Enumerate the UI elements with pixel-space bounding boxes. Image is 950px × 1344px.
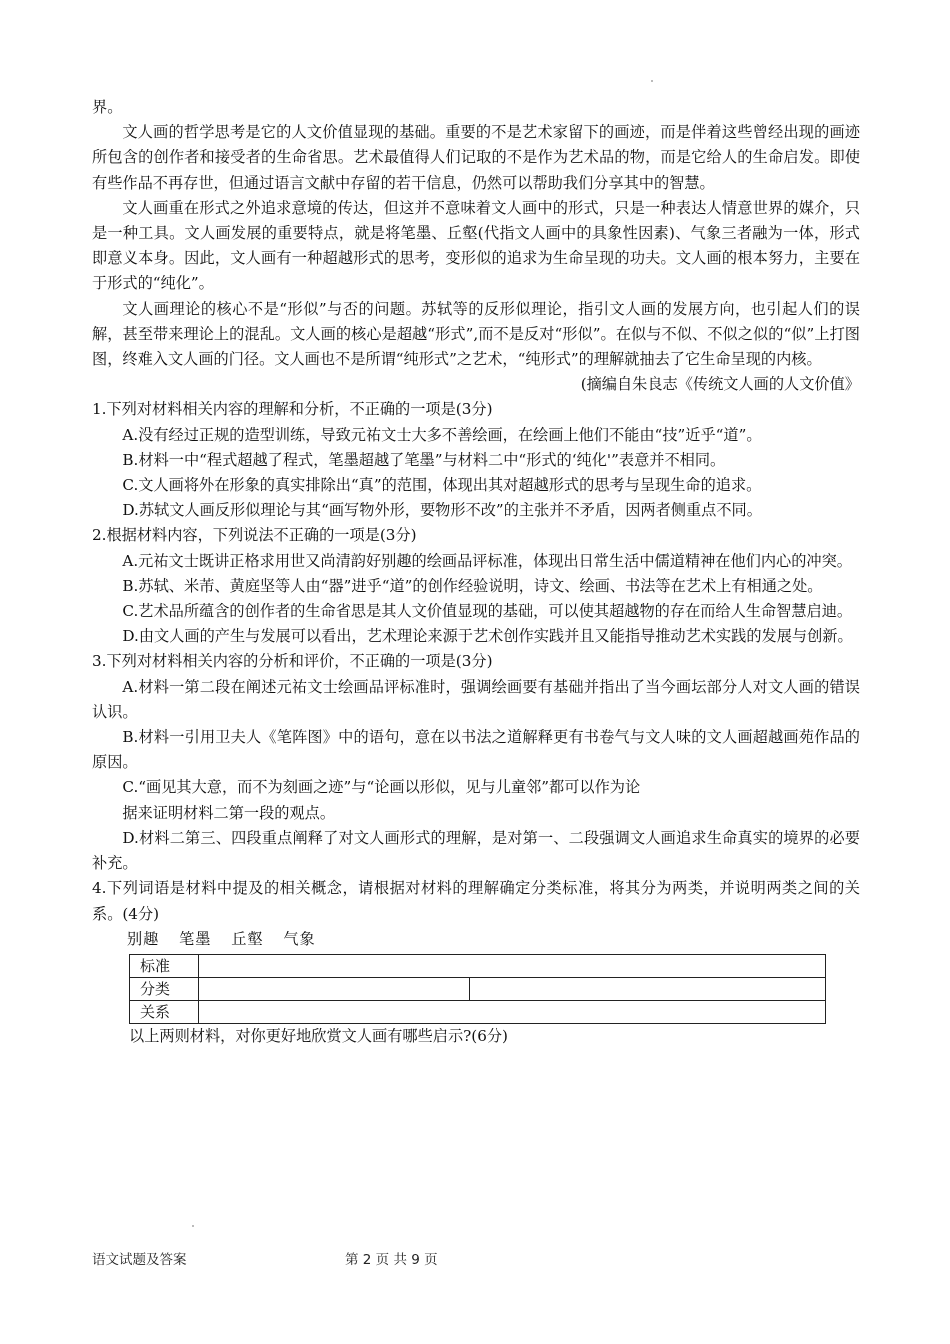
page-number: 第 2 页 共 9 页 (345, 1252, 438, 1268)
option-a: A.材料一第二段在阐述元祐文士绘画品评标准时，强调绘画要有基础并指出了当今画坛部分人对文人画的错误认识。 (92, 677, 860, 721)
option-d: D.苏轼文人画反形似理论与其“画写物外形，要物形不改”的主张并不矛盾，因两者侧重点不同。 (122, 501, 762, 520)
question-stem: 以上两则材料，对你更好地欣赏文人画有哪些启示?(6分) (129, 1026, 508, 1045)
question-stem: 2.根据材料内容，下列说法不正确的一项是(3分) (92, 526, 417, 545)
row-label-category: 分类 (130, 977, 199, 1000)
term: 气象 (283, 929, 316, 948)
answer-cell[interactable] (199, 977, 470, 1000)
option-a: A.元祐文士既讲正格求用世又尚清韵好别趣的绘画品评标准，体现出日常生活中儒道精神在他们内心的冲突。 (122, 551, 852, 570)
option-b: B.材料一中“程式超越了程式，笔墨超越了笔墨”与材料二中“形式的‘纯化'”表意并不相同。 (122, 450, 726, 469)
table-row (130, 954, 826, 977)
source-citation: (摘编自朱良志《传统文人画的人文价值》 (580, 375, 860, 394)
term-list (92, 927, 860, 952)
option-d: D.由文人画的产生与发展可以看出，艺术理论来源于艺术创作实践并且又能指导推动艺术实践的发展与创新。 (122, 627, 853, 646)
term: 别趣 (126, 929, 160, 948)
paragraph: 文人画重在形式之外追求意境的传达，但这并不意味着文人画中的形式，只是一种表达人情意世界的媒介，只是一种工具。文人画发展的重要特点，就是将笔墨、丘壑(代指文人画中的具象性因素)、气象三者融为一体，形式即意义本身。因此，文人画有一种超越形式的思考，变形似的追求为生命呈现的功夫。文人画的根本努力，主要在于形式的“纯化”。 (92, 198, 860, 293)
option-c-line2: 据来证明材料二第一段的观点。 (122, 803, 336, 822)
question-4 (92, 876, 860, 1024)
table-row (130, 977, 826, 1000)
footer-title: 语文试题及答案 (92, 1252, 187, 1268)
term: 丘壑 (231, 929, 264, 948)
option-b: B.材料一引用卫夫人《笔阵图》中的语句，意在以书法之道解释更有书卷气与文人味的文人画超越画苑作品的原因。 (92, 728, 860, 772)
question-stem: 4.下列词语是材料中提及的相关概念，请根据对材料的理解确定分类标准，将其分为两类，并说明两类之间的关系。(4分) (92, 879, 860, 923)
option-c-line1: C.“画见其大意，而不为刻画之迹”与“论画以形似，见与儿童邻”都可以作为论 (122, 778, 641, 797)
option-c: C.文人画将外在形象的真实排除出“真”的范围，体现出其对超越形式的思考与呈现生命的追求。 (122, 476, 762, 495)
row-label-relation: 关系 (130, 1000, 199, 1023)
scan-dot (192, 1225, 194, 1227)
option-b: B.苏轼、米芾、黄庭坚等人由“器”进乎“道”的创作经验说明，诗文、绘画、书法等在艺术上有相通之处。 (122, 576, 823, 595)
question-3 (92, 649, 860, 876)
scan-dot (651, 80, 653, 82)
classification-table (129, 954, 826, 1024)
option-a: A.没有经过正规的造型训练，导致元祐文士大多不善绘画，在绘画上他们不能由“技”近乎“道”。 (122, 425, 762, 444)
paragraph-fragment: 界。 (92, 98, 123, 116)
document-body (92, 95, 860, 1049)
option-d: D.材料二第三、四段重点阐释了对文人画形式的理解，是对第一、二段强调文人画追求生命真实的境界的必要补充。 (92, 828, 860, 873)
answer-cell[interactable] (199, 1000, 826, 1023)
row-label-standard: 标准 (130, 954, 199, 977)
table-row (130, 1000, 826, 1023)
answer-cell[interactable] (470, 977, 826, 1000)
term: 笔墨 (179, 929, 212, 948)
question-2 (92, 523, 860, 649)
option-c: C.艺术品所蕴含的创作者的生命省思是其人文价值显现的基础，可以使其超越物的存在而给人生命智慧启迪。 (122, 602, 853, 621)
answer-cell[interactable] (199, 954, 826, 977)
paragraph: 文人画理论的核心不是“形似”与否的问题。苏轼等的反形似理论，指引文人画的发展方向，也引起人们的误解，甚至带来理论上的混乱。文人画的核心是超越“形式”,而不是反对“形似”。在似与不似、不似之似的“似”上打图图，终难入文人画的门径。文人画也不是所谓“纯形式”之艺术，“纯形式”的理解就抽去了它生命呈现的内核。 (92, 299, 860, 369)
question-1 (92, 397, 860, 523)
question-stem: 3.下列对材料相关内容的分析和评价，不正确的一项是(3分) (92, 652, 493, 671)
question-stem: 1.下列对材料相关内容的理解和分析，不正确的一项是(3分) (92, 400, 493, 419)
paragraph: 文人画的哲学思考是它的人文价值显现的基础。重要的不是艺术家留下的画迹，而是伴着这些曾经出现的画迹所包含的创作者和接受者的生命省思。艺术最值得人们记取的不是作为艺术品的物，而是它给人的生命启发。即使有些作品不再存世，但通过语言文献中存留的若干信息，仍然可以帮助我们分享其中的智慧。 (92, 123, 860, 192)
question-5 (92, 1024, 860, 1049)
